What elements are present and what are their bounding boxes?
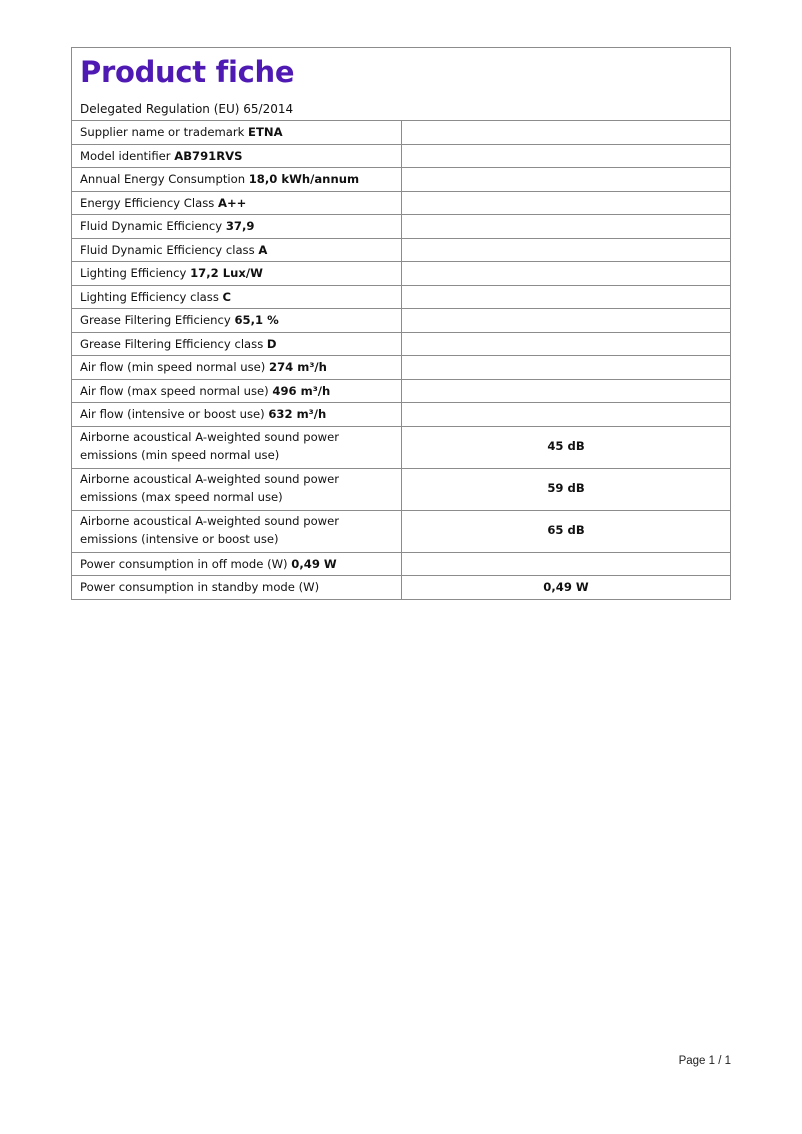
row-label-cell <box>72 379 402 403</box>
row-value-cell: 45 dB <box>402 426 731 468</box>
table-row <box>72 309 730 333</box>
row-value-cell <box>402 215 731 239</box>
fiche-table <box>72 121 730 599</box>
table-row <box>72 262 730 286</box>
row-value-cell <box>402 191 731 215</box>
row-label-cell <box>72 168 402 192</box>
row-label: Airborne acoustical A-weighted sound power emissions (max speed normal use) <box>80 471 340 504</box>
row-inline-value: AB791RVS <box>174 148 243 163</box>
row-value-cell <box>402 168 731 192</box>
row-inline-value: 632 m³/h <box>268 407 327 421</box>
row-inline-value: 496 m³/h <box>272 383 331 398</box>
row-label: Airborne acoustical A-weighted sound power emissions (min speed normal use) <box>80 429 340 462</box>
row-value-cell <box>402 262 731 286</box>
row-label: Annual Energy Consumption <box>80 172 246 186</box>
fiche-header <box>72 48 730 121</box>
row-label: Fluid Dynamic Efficiency class <box>80 242 255 257</box>
row-label: Grease Filtering Efficiency <box>80 313 231 327</box>
row-label-cell <box>72 552 402 576</box>
table-row <box>72 168 730 192</box>
row-inline-value: A++ <box>218 195 247 210</box>
table-row <box>72 121 730 144</box>
row-label: Power consumption in standby mode (W) <box>80 580 320 594</box>
row-label-cell <box>72 403 402 427</box>
row-label: Air flow (min speed normal use) <box>80 360 266 374</box>
row-inline-value: C <box>222 289 232 304</box>
row-label-cell <box>72 468 402 510</box>
row-label-cell <box>72 332 402 356</box>
table-row <box>72 144 730 168</box>
row-inline-value: A <box>258 242 268 257</box>
row-label-cell <box>72 238 402 262</box>
fiche-table-body <box>72 121 730 599</box>
table-row <box>72 426 730 468</box>
row-value-cell <box>402 309 731 333</box>
row-label: Lighting Efficiency class <box>80 289 219 304</box>
row-value-cell <box>402 552 731 576</box>
row-label: Supplier name or trademark <box>80 125 245 139</box>
table-row <box>72 215 730 239</box>
row-inline-value: 18,0 kWh/annum <box>248 172 360 186</box>
row-value-cell: 0,49 W <box>402 576 731 599</box>
row-label: Air flow (intensive or boost use) <box>80 407 265 421</box>
table-row <box>72 379 730 403</box>
table-row <box>72 285 730 309</box>
row-label: Power consumption in off mode (W) <box>80 556 288 571</box>
table-row <box>72 468 730 510</box>
row-value-cell: 59 dB <box>402 468 731 510</box>
row-inline-value: 37,9 <box>225 219 255 233</box>
row-value-cell <box>402 144 731 168</box>
row-value-cell <box>402 379 731 403</box>
row-label-cell <box>72 262 402 286</box>
table-row <box>72 356 730 380</box>
row-inline-value: 0,49 W <box>291 556 337 571</box>
page-number: Page 1 / 1 <box>678 1055 731 1067</box>
row-label-cell <box>72 510 402 552</box>
row-value-cell <box>402 332 731 356</box>
row-value-cell <box>402 121 731 144</box>
table-row <box>72 552 730 576</box>
row-inline-value: D <box>266 336 277 351</box>
row-label: Fluid Dynamic Efficiency <box>80 219 223 233</box>
row-label: Air flow (max speed normal use) <box>80 383 269 398</box>
row-value-cell <box>402 356 731 380</box>
row-label-cell <box>72 121 402 144</box>
row-value-cell <box>402 403 731 427</box>
row-label-cell <box>72 356 402 380</box>
table-row <box>72 191 730 215</box>
row-label: Lighting Efficiency <box>80 266 187 280</box>
table-row <box>72 332 730 356</box>
row-label: Energy Efficiency Class <box>80 195 215 210</box>
row-label-cell <box>72 309 402 333</box>
row-inline-value: 65,1 % <box>234 313 279 327</box>
row-value-cell: 65 dB <box>402 510 731 552</box>
row-inline-value: 17,2 Lux/W <box>190 266 263 280</box>
row-label: Airborne acoustical A-weighted sound power emissions (intensive or boost use) <box>80 513 340 546</box>
regulation-reference: Delegated Regulation (EU) 65/2014 <box>80 102 294 116</box>
page-title: Product fiche <box>80 55 295 89</box>
row-label: Grease Filtering Efficiency class <box>80 336 264 351</box>
table-row <box>72 510 730 552</box>
row-label-cell <box>72 144 402 168</box>
row-label-cell <box>72 285 402 309</box>
row-value-cell <box>402 238 731 262</box>
row-label-cell <box>72 426 402 468</box>
row-label-cell <box>72 215 402 239</box>
row-inline-value: ETNA <box>248 125 283 139</box>
table-row <box>72 576 730 599</box>
product-fiche <box>71 47 731 600</box>
table-row <box>72 403 730 427</box>
row-inline-value: 274 m³/h <box>269 360 327 374</box>
row-label-cell <box>72 576 402 599</box>
row-label-cell <box>72 191 402 215</box>
row-label: Model identifier <box>80 148 171 163</box>
table-row <box>72 238 730 262</box>
row-value-cell <box>402 285 731 309</box>
